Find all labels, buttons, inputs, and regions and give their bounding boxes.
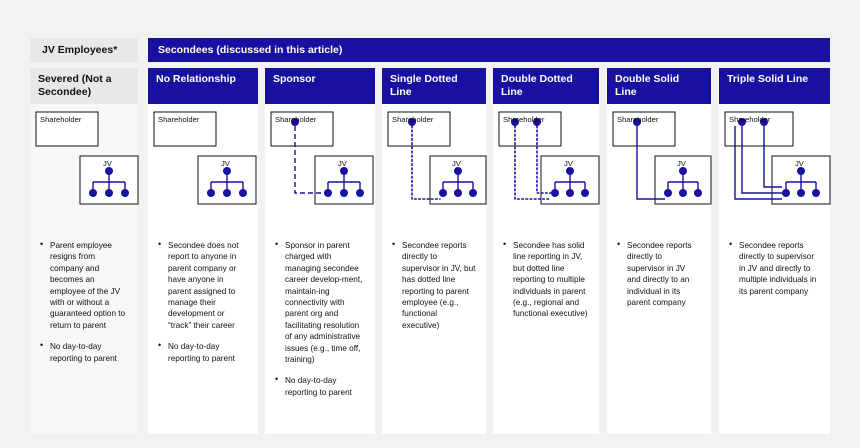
- bullet: • Secondee has solid line reporting in JV, but dotted line reporting to multiple individuals in parent (e.g., regional and functional executive): [501, 240, 589, 320]
- label-shareholder: Shareholder: [503, 115, 545, 124]
- label-jv: JV: [564, 159, 573, 168]
- bullet: • Secondee reports directly to supervisor in JV and directly to an individual in its parent company: [615, 240, 701, 308]
- column-header-triple-solid-line: Triple Solid Line: [719, 68, 830, 104]
- diagram-double-solid-line: [607, 104, 711, 234]
- label-shareholder: Shareholder: [392, 115, 434, 124]
- label-jv: JV: [103, 159, 112, 168]
- column-body-double-dotted-line: [493, 104, 599, 434]
- label-jv: JV: [338, 159, 347, 168]
- bullets-sponsor: [265, 234, 375, 398]
- label-shareholder: Shareholder: [729, 115, 771, 124]
- column-body-double-solid-line: [607, 104, 711, 434]
- column-header-single-dotted-line: Single Dotted Line: [382, 68, 486, 104]
- diagram-sponsor: [265, 104, 375, 234]
- bullet: • No day-to-day reporting to parent: [273, 375, 365, 398]
- diagram-no-relationship: [148, 104, 258, 234]
- label-jv: JV: [221, 159, 230, 168]
- label-shareholder: Shareholder: [617, 115, 659, 124]
- diagram-severed: [30, 104, 138, 234]
- column-header-sponsor: Sponsor: [265, 68, 375, 104]
- bullet: • No day-to-day reporting to parent: [38, 341, 128, 364]
- column-body-triple-solid-line: [719, 104, 830, 434]
- column-header-double-solid-line: Double Solid Line: [607, 68, 711, 104]
- diagram-single-dotted-line: [382, 104, 486, 234]
- bullets-double-dotted-line: [493, 234, 599, 320]
- bullets-triple-solid-line: [719, 234, 830, 297]
- diagram-triple-solid-line: [719, 104, 830, 234]
- bullet: • Secondee reports directly to supervisor in JV and directly to multiple individuals in its parent company: [727, 240, 820, 297]
- bullets-single-dotted-line: [382, 234, 486, 331]
- bullet: • Sponsor in parent charged with managing secondee career develop-ment, maintain-ing connectivity with parent org and facilitating resolution of any administrative issues (e.g., time off, training): [273, 240, 365, 365]
- column-header-no-relationship: No Relationship: [148, 68, 258, 104]
- label-shareholder: Shareholder: [40, 115, 82, 124]
- bullets-severed: [30, 234, 138, 364]
- column-body-severed: [30, 104, 138, 434]
- label-jv: JV: [677, 159, 686, 168]
- band-jv-employees: JV Employees*: [30, 38, 138, 62]
- label-shareholder: Shareholder: [275, 115, 317, 124]
- bullet: • Parent employee resigns from company and becomes an employee of the JV with or without a guaranteed option to return to parent: [38, 240, 128, 331]
- column-header-severed: Severed (Not a Secondee): [30, 68, 138, 104]
- label-jv: JV: [452, 159, 461, 168]
- diagram-double-dotted-line: [493, 104, 599, 234]
- column-body-no-relationship: [148, 104, 258, 434]
- bullets-no-relationship: [148, 234, 258, 364]
- bullet: • Secondee reports directly to supervisor in JV, but has dotted line reporting to parent employee (e.g., functional executive): [390, 240, 476, 331]
- column-body-sponsor: [265, 104, 375, 434]
- column-header-double-dotted-line: Double Dotted Line: [493, 68, 599, 104]
- column-body-single-dotted-line: [382, 104, 486, 434]
- bullet: • Secondee does not report to anyone in parent company or have anyone in parent assigned to manage their development or “track” their career: [156, 240, 248, 331]
- bullet: • No day-to-day reporting to parent: [156, 341, 248, 364]
- label-jv: JV: [795, 159, 804, 168]
- band-secondees: Secondees (discussed in this article): [148, 38, 830, 62]
- bullets-double-solid-line: [607, 234, 711, 308]
- label-shareholder: Shareholder: [158, 115, 200, 124]
